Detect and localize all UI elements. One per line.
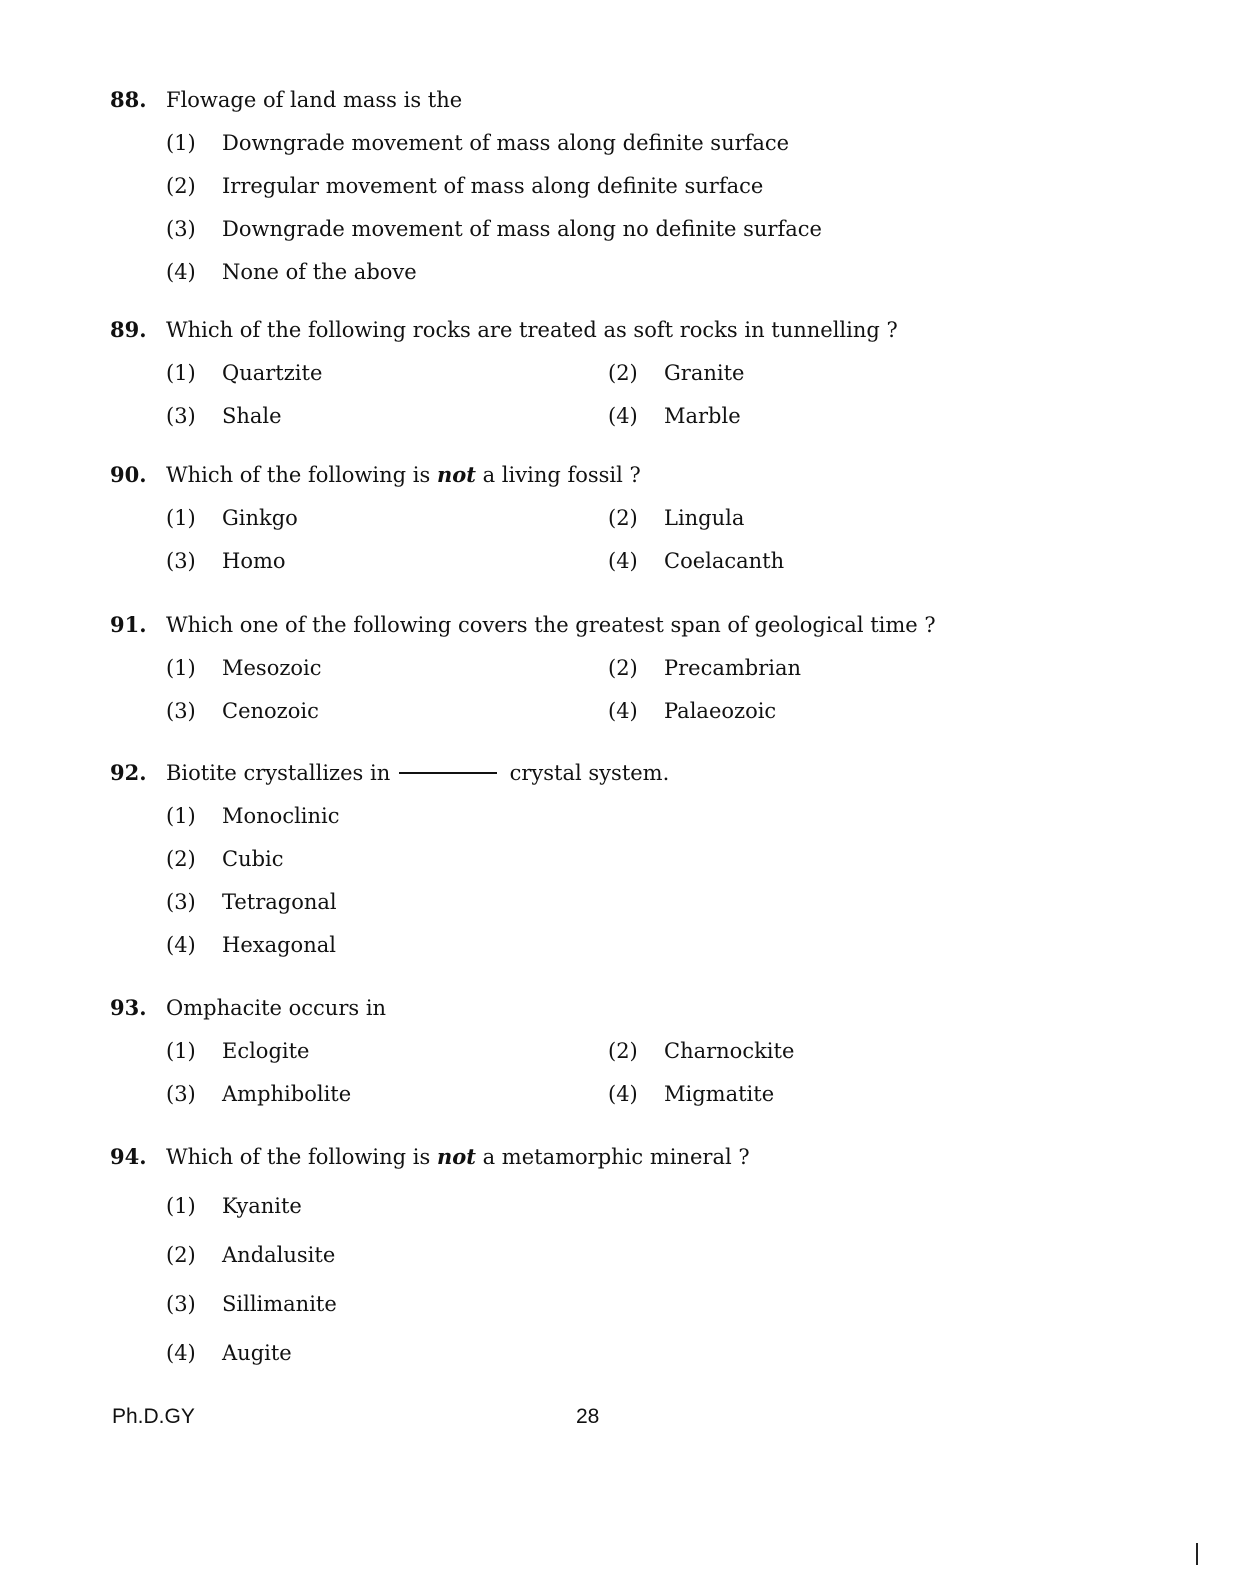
emphasis-not: not <box>436 1144 476 1169</box>
option-text: Tetragonal <box>222 890 337 914</box>
option-text: Charnockite <box>664 1039 795 1063</box>
question-number: 88. <box>110 87 147 112</box>
question-text: Biotite crystallizes in crystal system. <box>166 761 670 785</box>
question-text: Omphacite occurs in <box>166 996 387 1020</box>
option-text: Hexagonal <box>222 933 336 957</box>
option-number: (1) <box>166 1039 196 1063</box>
option-number: (2) <box>608 361 638 385</box>
option <box>166 801 340 831</box>
emphasis-not: not <box>436 462 476 487</box>
option-text: Irregular movement of mass along definite surface <box>222 174 764 198</box>
option <box>608 1079 774 1109</box>
option-text: Palaeozoic <box>664 699 777 723</box>
option-text: Amphibolite <box>222 1082 352 1106</box>
option <box>166 503 298 533</box>
option-text: Cenozoic <box>222 699 319 723</box>
option-text: Augite <box>222 1341 292 1365</box>
option-number: (3) <box>166 549 196 573</box>
option <box>166 358 322 388</box>
question-90 <box>110 455 1130 495</box>
option-text: Marble <box>664 404 741 428</box>
option-number: (1) <box>166 131 196 155</box>
option-text: Monoclinic <box>222 804 340 828</box>
option <box>166 171 763 201</box>
option-number: (1) <box>166 656 196 680</box>
option <box>166 546 286 576</box>
option-text: Sillimanite <box>222 1292 337 1316</box>
question-92 <box>110 753 1130 793</box>
option-text: Migmatite <box>664 1082 775 1106</box>
option <box>608 696 776 726</box>
option-number: (1) <box>166 804 196 828</box>
option-text: Mesozoic <box>222 656 322 680</box>
option-number: (2) <box>608 1039 638 1063</box>
option <box>166 930 336 960</box>
option-text: Downgrade movement of mass along definite surface <box>222 131 790 155</box>
option <box>166 1240 335 1270</box>
option-text: Granite <box>664 361 745 385</box>
question-89 <box>110 310 1130 350</box>
option <box>166 844 284 874</box>
option-number: (4) <box>166 1341 196 1365</box>
question-number: 89. <box>110 317 147 342</box>
option-text: Cubic <box>222 847 284 871</box>
option-text: Ginkgo <box>222 506 298 530</box>
question-number: 94. <box>110 1144 147 1169</box>
option-text: None of the above <box>222 260 417 284</box>
option-text: Quartzite <box>222 361 323 385</box>
question-text: Which one of the following covers the greatest span of geological time ? <box>166 613 936 637</box>
option-number: (1) <box>166 361 196 385</box>
option-number: (4) <box>166 260 196 284</box>
option-number: (3) <box>166 890 196 914</box>
page-number: 28 <box>576 1405 600 1428</box>
option <box>608 546 784 576</box>
option-number: (4) <box>608 404 638 428</box>
option-number: (1) <box>166 1194 196 1218</box>
option <box>608 653 801 683</box>
answer-blank <box>399 772 497 774</box>
footer-code: Ph.D.GY <box>112 1405 195 1428</box>
option-text: Downgrade movement of mass along no definite surface <box>222 217 822 241</box>
option-number: (1) <box>166 506 196 530</box>
option-text: Homo <box>222 549 286 573</box>
scan-mark <box>1196 1543 1198 1565</box>
option <box>166 1191 302 1221</box>
question-number: 91. <box>110 612 147 637</box>
option-number: (2) <box>166 847 196 871</box>
question-number: 92. <box>110 760 147 785</box>
option <box>166 401 282 431</box>
option <box>166 1079 351 1109</box>
option <box>608 358 744 388</box>
option-text: Lingula <box>664 506 745 530</box>
option <box>166 128 789 158</box>
option <box>608 503 744 533</box>
option-text: Precambrian <box>664 656 802 680</box>
option-number: (4) <box>608 699 638 723</box>
option <box>166 1338 292 1368</box>
option <box>166 1036 309 1066</box>
option <box>166 214 822 244</box>
option-number: (3) <box>166 699 196 723</box>
option-text: Coelacanth <box>664 549 785 573</box>
option-number: (3) <box>166 217 196 241</box>
option <box>166 887 337 917</box>
option-text: Shale <box>222 404 282 428</box>
option-number: (3) <box>166 404 196 428</box>
option-number: (3) <box>166 1292 196 1316</box>
question-text: Which of the following is not a living fossil ? <box>166 462 641 487</box>
question-93 <box>110 988 1130 1028</box>
option <box>166 653 322 683</box>
option-number: (4) <box>608 549 638 573</box>
option-number: (3) <box>166 1082 196 1106</box>
option-number: (2) <box>166 174 196 198</box>
question-text: Flowage of land mass is the <box>166 88 463 112</box>
option-number: (4) <box>608 1082 638 1106</box>
question-88 <box>110 80 1130 120</box>
option-number: (4) <box>166 933 196 957</box>
option-number: (2) <box>166 1243 196 1267</box>
option <box>166 1289 337 1319</box>
option <box>166 696 319 726</box>
option <box>166 257 417 287</box>
option <box>608 1036 794 1066</box>
question-91 <box>110 605 1130 645</box>
question-text: Which of the following rocks are treated as soft rocks in tunnelling ? <box>166 318 898 342</box>
option-text: Kyanite <box>222 1194 302 1218</box>
question-94 <box>110 1137 1130 1177</box>
question-number: 90. <box>110 462 147 487</box>
option-text: Andalusite <box>222 1243 336 1267</box>
option-number: (2) <box>608 506 638 530</box>
option-number: (2) <box>608 656 638 680</box>
option <box>608 401 741 431</box>
question-number: 93. <box>110 995 147 1020</box>
question-text: Which of the following is not a metamorphic mineral ? <box>166 1144 750 1169</box>
option-text: Eclogite <box>222 1039 310 1063</box>
